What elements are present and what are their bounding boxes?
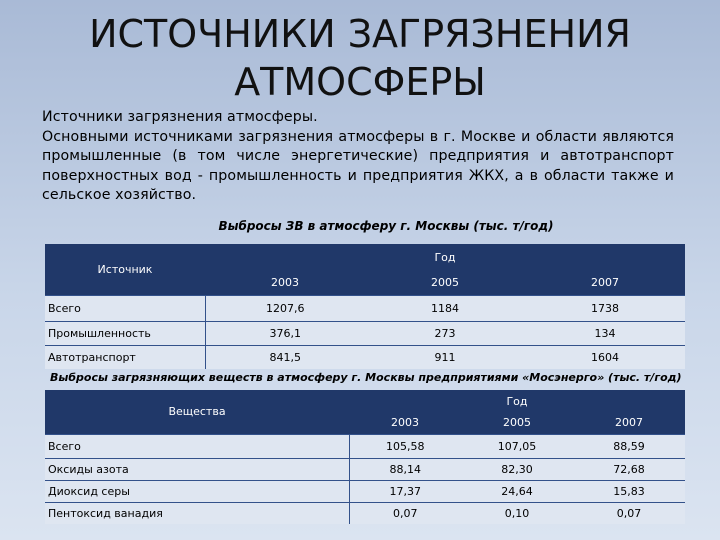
- cell-value: 841,5: [205, 345, 365, 369]
- cell-value: 15,83: [573, 480, 685, 502]
- cell-value: 1738: [525, 295, 685, 321]
- row-label: Оксиды азота: [45, 458, 349, 480]
- row-label: Диоксид серы: [45, 480, 349, 502]
- intro-line: Источники загрязнения атмосферы.: [42, 109, 318, 125]
- year-column-header: 2003: [349, 412, 461, 434]
- cell-value: 273: [365, 321, 525, 345]
- year-column-header: 2007: [573, 412, 685, 434]
- cell-value: 911: [365, 345, 525, 369]
- substances-header: Вещества: [45, 390, 349, 434]
- cell-value: 17,37: [349, 480, 461, 502]
- row-label: Всего: [45, 434, 349, 458]
- cell-value: 134: [525, 321, 685, 345]
- year-column-header: 2003: [205, 270, 365, 295]
- year-column-header: 2007: [525, 270, 685, 295]
- emissions-table: [45, 244, 685, 369]
- table-row: [45, 345, 685, 369]
- cell-value: 0,07: [573, 502, 685, 524]
- slide-title: [0, 10, 720, 106]
- row-label: Пентоксид ванадия: [45, 502, 349, 524]
- row-label: Промышленность: [45, 321, 205, 345]
- cell-value: 88,59: [573, 434, 685, 458]
- cell-value: 0,10: [461, 502, 573, 524]
- cell-value: 1604: [525, 345, 685, 369]
- table-row: [45, 502, 685, 524]
- source-header: Источник: [45, 244, 205, 295]
- mosenergo-emissions-table: [45, 390, 685, 524]
- slide-title-line-1: ИСТОЧНИКИ ЗАГРЯЗНЕНИЯ: [89, 12, 631, 56]
- table-row: [45, 458, 685, 480]
- table-row: [45, 295, 685, 321]
- year-header: Год: [349, 390, 685, 412]
- row-label: Всего: [45, 295, 205, 321]
- cell-value: 0,07: [349, 502, 461, 524]
- intro-paragraph: Основными источниками загрязнения атмосферы в г. Москве и области являются промышленные (в том числе энергетические) предприятия и автотранспорт поверхностных вод - промышленность и предприятия ЖКХ, а в области также и сельское хозяйство.: [42, 128, 674, 203]
- year-column-header: 2005: [365, 270, 525, 295]
- year-column-header: 2005: [461, 412, 573, 434]
- cell-value: 376,1: [205, 321, 365, 345]
- table-row: [45, 480, 685, 502]
- table-row: [45, 434, 685, 458]
- table-2-caption: Выбросы загрязняющих веществ в атмосферу г. Москвы предприятиями «Мосэнерго» (тыс. т/год): [50, 371, 682, 384]
- cell-value: 1207,6: [205, 295, 365, 321]
- cell-value: 105,58: [349, 434, 461, 458]
- slide-title-line-2: АТМОСФЕРЫ: [234, 60, 486, 104]
- table-row: [45, 321, 685, 345]
- cell-value: 82,30: [461, 458, 573, 480]
- year-header: Год: [205, 244, 685, 270]
- intro-text: [42, 108, 674, 206]
- cell-value: 107,05: [461, 434, 573, 458]
- cell-value: 1184: [365, 295, 525, 321]
- cell-value: 88,14: [349, 458, 461, 480]
- table-1-caption: Выбросы ЗВ в атмосферу г. Москвы (тыс. т/год): [218, 219, 554, 233]
- cell-value: 72,68: [573, 458, 685, 480]
- cell-value: 24,64: [461, 480, 573, 502]
- row-label: Автотранспорт: [45, 345, 205, 369]
